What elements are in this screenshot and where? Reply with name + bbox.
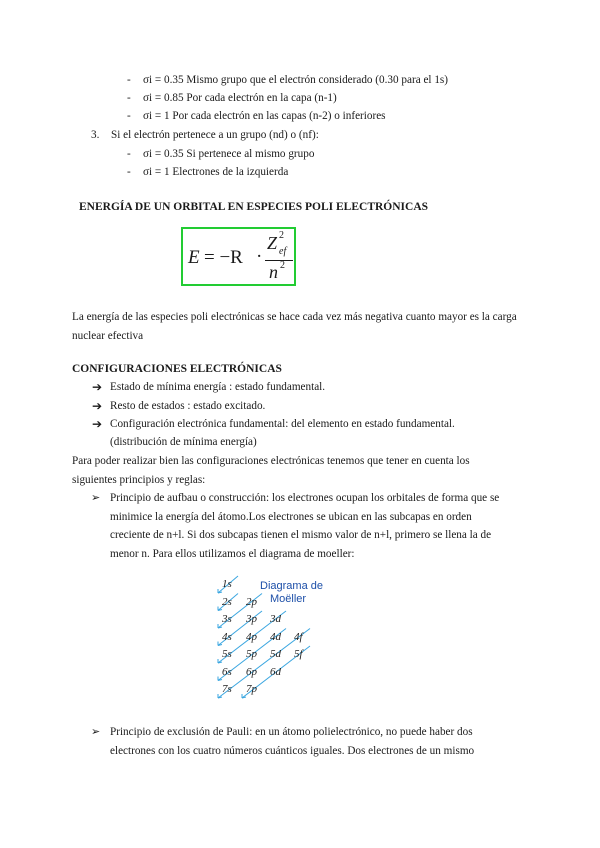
- orbital-5s: 5s: [222, 648, 232, 660]
- orbital-6s: 6s: [222, 665, 232, 678]
- list-item-3-text: Si el electrón pertenece a un grupo (nd) o (nf):: [111, 129, 319, 141]
- arrow-item-2: Resto de estados : estado excitado.: [110, 400, 266, 412]
- fraction-bar: [265, 260, 293, 261]
- arrow-item-3-cont: (distribución de mínima energía): [110, 436, 257, 448]
- orbital-2s: 2s: [222, 595, 232, 608]
- arrow-item-3: Configuración electrónica fundamental: del elemento en estado fundamental.: [110, 418, 455, 430]
- arrow-bullet-icon: ➔: [92, 380, 103, 394]
- arrow-bullet-icon: ➔: [92, 417, 103, 431]
- formula-dot: ·: [256, 246, 263, 267]
- orbital-3p: 3p: [246, 613, 257, 625]
- sigma-rule-5: σi = 1 Electrones de la izquierda: [143, 166, 289, 178]
- paragraph-line: Para poder realizar bien las configuraciones electrónicas tenemos que tener en cuenta los: [72, 455, 470, 467]
- formula-z-sup: 2: [279, 230, 284, 241]
- sigma-rule-1: σi = 0.35 Mismo grupo que el electrón considerado (0.30 para el 1s): [143, 74, 449, 86]
- aufbau-line: Principio de aufbau o construcción: los electrones ocupan los orbitales de forma que se: [110, 492, 500, 504]
- formula-z-sub: ef: [279, 246, 287, 257]
- pauli-line: Principio de exclusión de Pauli: en un átomo polielectrónico, no puede haber dos: [110, 726, 473, 738]
- formula-e: E: [188, 247, 200, 268]
- orbital-2p: 2p: [246, 595, 257, 608]
- orbital-4s: 4s: [222, 630, 232, 643]
- bullet-dash: -: [127, 166, 131, 178]
- moeller-title: Diagrama de: [260, 580, 323, 592]
- sigma-rule-2: σi = 0.85 Por cada electrón en la capa (n-1): [143, 92, 337, 104]
- orbital-6p: 6p: [246, 665, 257, 678]
- triangle-bullet-icon: ➢: [91, 491, 101, 504]
- orbital-1s: 1s: [222, 578, 232, 590]
- arrow-bullet-icon: ➔: [92, 399, 103, 413]
- orbital-5p: 5p: [246, 648, 257, 660]
- orbital-7p: 7p: [246, 683, 257, 695]
- aufbau-line: creciente de n+l. Si dos subcapas tienen el mismo valor de n+l, primero se llena la de: [110, 529, 492, 541]
- moeller-title: Moëller: [270, 593, 307, 605]
- bullet-dash: -: [127, 74, 131, 86]
- sigma-rule-4: σi = 0.35 Si pertenece al mismo grupo: [143, 148, 315, 160]
- formula-minus-r: = −R: [204, 247, 243, 268]
- paragraph-line: La energía de las especies poli electrónicas se hace cada vez más negativa cuanto mayor es la carga: [72, 311, 517, 323]
- aufbau-line: minimice la energía del átomo.Los electrones se ubican en las subcapas en orden: [110, 511, 472, 523]
- sigma-rule-3: σi = 1 Por cada electrón en las capas (n-2) o inferiores: [143, 110, 386, 122]
- orbital-3d: 3d: [270, 613, 281, 625]
- formula-n-sup: 2: [280, 260, 285, 271]
- list-number-3: 3.: [91, 129, 100, 141]
- bullet-dash: -: [127, 92, 131, 104]
- formula-z: Z: [267, 233, 278, 253]
- paragraph-line: siguientes principios y reglas:: [72, 474, 206, 486]
- orbital-4d: 4d: [270, 630, 281, 643]
- orbital-5f: 5f: [294, 648, 303, 660]
- formula-n: n: [269, 262, 278, 282]
- arrow-item-1: Estado de mínima energía : estado fundamental.: [110, 381, 326, 393]
- orbital-3s: 3s: [222, 613, 232, 625]
- bullet-dash: -: [127, 110, 131, 122]
- orbital-4f: 4f: [294, 630, 303, 643]
- orbital-4p: 4p: [246, 630, 257, 643]
- triangle-bullet-icon: ➢: [91, 725, 101, 738]
- bullet-dash: -: [127, 148, 131, 160]
- section-title-orbital-energy: ENERGÍA DE UN ORBITAL EN ESPECIES POLI ELECTRÓNICAS: [79, 201, 429, 213]
- pauli-line: electrones con los cuatro números cuánticos iguales. Dos electrones de un mismo: [110, 745, 475, 757]
- paragraph-line: nuclear efectiva: [72, 330, 144, 342]
- section-title-configurations: CONFIGURACIONES ELECTRÓNICAS: [72, 363, 282, 375]
- moeller-diagram: [200, 572, 340, 702]
- orbital-6d: 6d: [270, 665, 281, 678]
- energy-formula: [181, 227, 296, 286]
- aufbau-line: menor n. Para ellos utilizamos el diagrama de moeller:: [110, 548, 355, 560]
- orbital-7s: 7s: [222, 683, 232, 695]
- orbital-5d: 5d: [270, 648, 281, 660]
